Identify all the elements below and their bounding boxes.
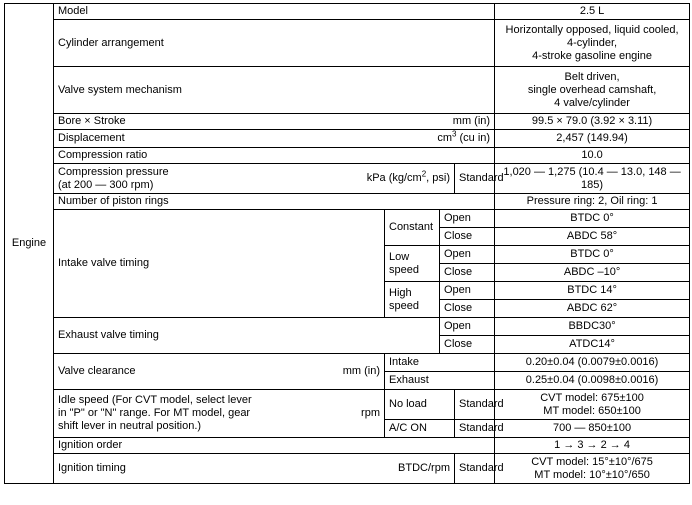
- clearance-exhaust: 0.25±0.04 (0.0098±0.0016): [495, 372, 690, 390]
- row-valve-clearance: [54, 354, 385, 390]
- idle-ac-label: A/C ON: [385, 420, 455, 438]
- clearance-intake-label: Intake: [385, 354, 495, 372]
- group-label: Engine: [5, 4, 54, 484]
- intake-high-open: BTDC 14°: [495, 282, 690, 300]
- value-valve-system: Belt driven, single overhead camshaft, 4 valve/cylinder: [495, 67, 690, 114]
- clearance-intake: 0.20±0.04 (0.0079±0.0016): [495, 354, 690, 372]
- value-ignition-order: 1 → 3 → 2 → 4: [495, 438, 690, 454]
- intake-low-open: BTDC 0°: [495, 246, 690, 264]
- row-bore: [54, 114, 495, 130]
- intake-low-close-label: Close: [440, 264, 495, 282]
- row-displacement: [54, 130, 495, 148]
- intake-constant-open: BTDC 0°: [495, 210, 690, 228]
- row-label-intake-timing: Intake valve timing: [54, 210, 385, 318]
- row-idle-speed: [54, 390, 385, 438]
- clearance-exhaust-label: Exhaust: [385, 372, 495, 390]
- exhaust-open: BBDC30°: [495, 318, 690, 336]
- value-bore: 99.5 × 79.0 (3.92 × 3.11): [495, 114, 690, 130]
- unit-idle-speed: rpm: [361, 407, 380, 419]
- intake-high-open-label: Open: [440, 282, 495, 300]
- value-piston-rings: Pressure ring: 2, Oil ring: 1: [495, 194, 690, 210]
- value-model: 2.5 L: [495, 4, 690, 20]
- unit-ignition-timing: BTDC/rpm: [398, 462, 450, 474]
- unit-valve-clearance: mm (in): [342, 365, 380, 377]
- row-label-valve-system: Valve system mechanism: [54, 67, 495, 114]
- row-label-compression-pressure: Compression pressure (at 200 — 300 rpm): [58, 165, 169, 191]
- value-cylinder: Horizontally opposed, liquid cooled, 4-cylinder, 4-stroke gasoline engine: [495, 20, 690, 67]
- row-label-exhaust-timing: Exhaust valve timing: [54, 318, 440, 354]
- idle-ac-value: 700 — 850±100: [495, 420, 690, 438]
- intake-low-close: ABDC –10°: [495, 264, 690, 282]
- intake-low-open-label: Open: [440, 246, 495, 264]
- cond-compression-pressure: Standard: [455, 164, 495, 194]
- exhaust-open-label: Open: [440, 318, 495, 336]
- intake-constant-open-label: Open: [440, 210, 495, 228]
- value-compression-pressure: 1,020 — 1,275 (10.4 — 13.0, 148 — 185): [495, 164, 690, 194]
- row-label-bore: Bore × Stroke: [58, 115, 126, 127]
- intake-high-close-label: Close: [440, 300, 495, 318]
- row-label-valve-clearance: Valve clearance: [58, 365, 136, 377]
- row-compression-pressure: [54, 164, 455, 194]
- idle-noload-cond: Standard: [455, 390, 495, 420]
- unit-displacement: $cm^3$ (cu in): [437, 129, 491, 144]
- engine-spec-table: [4, 3, 690, 484]
- intake-low-label: Low speed: [385, 246, 440, 282]
- exhaust-close: ATDC14°: [495, 336, 690, 354]
- intake-constant-close-label: Close: [440, 228, 495, 246]
- value-ignition-timing: CVT model: 15°±10°/675 MT model: 10°±10°/650: [495, 454, 690, 484]
- row-label-displacement: Displacement: [58, 132, 125, 144]
- row-label-cylinder: Cylinder arrangement: [54, 20, 495, 67]
- row-label-idle-speed: Idle speed (For CVT model, select lever in "P" or "N" range. For MT model, gear shift lever in neutral position.): [58, 394, 252, 432]
- idle-noload-value: CVT model: 675±100 MT model: 650±100: [495, 390, 690, 420]
- value-compression-ratio: 10.0: [495, 148, 690, 164]
- idle-noload-label: No load: [385, 390, 455, 420]
- row-label-ignition-order: Ignition order: [54, 438, 495, 454]
- row-label-compression-ratio: Compression ratio: [54, 148, 495, 164]
- row-ignition-timing: [54, 454, 455, 484]
- unit-bore: mm (in): [452, 115, 491, 127]
- intake-high-close: ABDC 62°: [495, 300, 690, 318]
- exhaust-close-label: Close: [440, 336, 495, 354]
- value-displacement: 2,457 (149.94): [495, 130, 690, 148]
- cond-ignition-timing: Standard: [455, 454, 495, 484]
- row-label-model: Model: [54, 4, 495, 20]
- intake-constant-label: Constant: [385, 210, 440, 246]
- intake-constant-close: ABDC 58°: [495, 228, 690, 246]
- row-label-ignition-timing: Ignition timing: [58, 462, 126, 474]
- intake-high-label: High speed: [385, 282, 440, 318]
- idle-ac-cond: Standard: [455, 420, 495, 438]
- row-label-piston-rings: Number of piston rings: [54, 194, 495, 210]
- unit-compression-pressure: kPa ($kg/cm^2$, psi): [366, 169, 450, 184]
